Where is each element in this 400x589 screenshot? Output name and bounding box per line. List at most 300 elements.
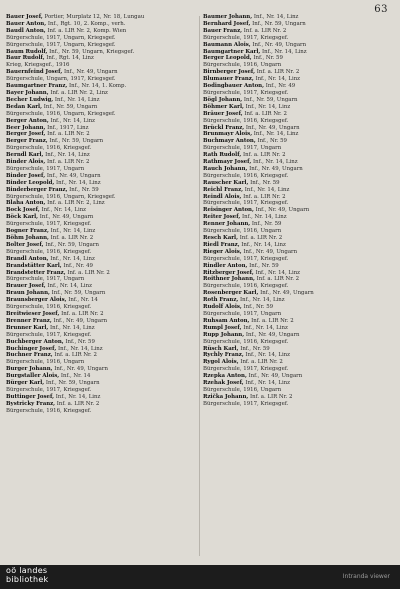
entry-text: Inf., Nr. 14, Linz <box>49 324 95 331</box>
directory-entry <box>203 387 395 394</box>
entry-name: Baum Rudolf, <box>6 48 48 55</box>
directory-entry <box>203 276 395 283</box>
entry-text: Inf., Nr. 59 <box>250 179 280 186</box>
directory-entry <box>6 104 198 111</box>
entry-name: Berger Leopold, <box>203 55 252 62</box>
entry-text: Inf., Nr. 14, Linz <box>253 131 299 138</box>
entry-text: Inf., Nr. 14, 1. Komp. <box>68 83 127 90</box>
entry-text: Bürgerschule, 1916, Ungarn <box>6 359 85 366</box>
entry-text: Inf., Nr. 14, Linz <box>252 159 298 166</box>
directory-entry <box>6 131 198 138</box>
directory-entry <box>6 366 198 373</box>
directory-entry <box>6 283 198 290</box>
directory-entry <box>203 228 395 235</box>
entry-name: Ritzberger Josef, <box>203 269 254 276</box>
entry-name: Baumgartner Karl, <box>203 48 261 55</box>
directory-entry <box>6 256 198 263</box>
directory-entry <box>203 235 395 242</box>
entry-name: Rauscher Karl, <box>203 179 249 186</box>
directory-entry <box>203 35 395 42</box>
directory-entry <box>203 145 395 152</box>
entry-text: Bürgerschule, 1917, Kriegsgef. <box>203 34 289 41</box>
entry-name: Bystricky Franz, <box>6 400 56 407</box>
entry-text: Inf., Nr. 14, Linz <box>45 152 90 159</box>
directory-entry <box>203 270 395 277</box>
entry-text: Inf., Nr. 59 <box>249 262 279 269</box>
directory-entry <box>203 200 395 207</box>
directory-entry <box>6 145 198 152</box>
entry-text: Inf., Nr. 14, Linz <box>56 179 101 186</box>
entry-name: Bögl Johann, <box>203 96 243 103</box>
entry-text: Inf., Nr. 49, Ungarn <box>54 366 108 373</box>
entry-text: Inf. a. LIR Nr. 2 <box>243 193 286 200</box>
entry-name: Burger Johann, <box>6 366 53 373</box>
left-column <box>6 14 198 415</box>
entry-name: Buchmayr Anton, <box>203 138 256 145</box>
directory-entry <box>203 207 395 214</box>
entry-text: Inf., Nr. 14, Linz <box>240 297 285 304</box>
entry-text: Bürgerschule, 1917, Kriegsgef. <box>203 200 289 207</box>
directory-entry <box>6 76 198 83</box>
entry-name: Bauer Anton, <box>6 20 47 27</box>
entry-text: Inf., Nr. 49, Ungarn <box>252 41 307 48</box>
entry-text: Inf., Nr. 14, Linz <box>47 283 92 290</box>
directory-entry <box>6 373 198 380</box>
directory-entry <box>203 125 395 132</box>
directory-entry <box>6 49 198 56</box>
directory-entry <box>6 387 198 394</box>
directory-entry <box>203 339 395 346</box>
directory-entry <box>6 290 198 297</box>
entry-text: Inf., Nr. 14, Linz <box>50 255 95 262</box>
entry-text: Bürgerschule, 1917, Ungarn <box>6 276 85 283</box>
directory-entry <box>203 69 395 76</box>
entry-text: Bürgerschule, 1916, Kriegsgef. <box>6 304 92 311</box>
directory-entry <box>6 90 198 97</box>
directory-entry <box>6 318 198 325</box>
entry-text: Inf., Nr. 14, Linz <box>57 345 103 352</box>
entry-text: Inf., Nr. 14, Linz <box>54 96 100 103</box>
entry-name: Baudl Anton, <box>6 27 46 34</box>
entry-text: Inf., Nr. 14 <box>68 297 98 304</box>
entry-text: Inf., 1917, Linz <box>47 124 89 131</box>
directory-entry <box>203 90 395 97</box>
entry-text: Bürgerschule, 1916, Kriegsgef. <box>203 117 289 124</box>
entry-name: Braunsberger Alois, <box>6 297 67 304</box>
entry-text: Inf., Nr. 14, Linz <box>242 214 287 221</box>
entry-name: Rzehak Josef, <box>203 380 244 387</box>
directory-entry <box>203 242 395 249</box>
directory-entry <box>203 62 395 69</box>
entry-text: Inf., Nr. 49, Ungarn <box>255 207 310 214</box>
viewer-label: Intranda viewer <box>342 573 390 580</box>
entry-name: Bogner Franz, <box>6 228 49 235</box>
entry-name: Rychly Franz, <box>203 352 244 359</box>
directory-entry <box>6 28 198 35</box>
directory-entry <box>6 159 198 166</box>
entry-text: Portier, Murplatz 12, Nr. 18, Lungau <box>44 14 145 20</box>
entry-name: Roithner Johann, <box>203 276 255 283</box>
entry-text: Inf., Nr. 14, Linz <box>262 48 307 55</box>
directory-entry <box>203 214 395 221</box>
directory-entry <box>203 325 395 332</box>
entry-name: Berger Anton, <box>6 117 49 124</box>
entry-name: Birnberger Josef, <box>203 69 256 76</box>
entry-text: Inf., Nr. 14, Linz <box>241 241 286 248</box>
entry-name: Brenner Franz, <box>6 317 52 324</box>
directory-entry <box>203 283 395 290</box>
directory-entry <box>203 97 395 104</box>
directory-entry <box>6 21 198 28</box>
entry-text: Inf. a. LIR Nr. 2 <box>240 359 283 366</box>
entry-name: Bauer Josef, <box>6 14 43 20</box>
entry-text: Bürgerschule, 1916, Kriegsgef. <box>6 248 92 255</box>
entry-text: Inf., Nr. 49 <box>265 83 296 90</box>
directory-entry <box>6 125 198 132</box>
entry-name: Buttinger Josef, <box>6 393 55 400</box>
entry-name: Burgstaller Alois, <box>6 373 60 380</box>
directory-entry <box>203 14 395 21</box>
entry-text: Inf., Nr. 49, Ungarn <box>46 172 101 179</box>
entry-text: Bürgerschule, 1917, Kriegsgef. <box>203 400 289 407</box>
directory-entry <box>6 173 198 180</box>
entry-text: Inf. a. LIR Nr. 2 <box>239 235 283 241</box>
entry-text: Bürgerschule, 1916, Ungarn <box>203 228 282 235</box>
directory-entry <box>203 290 395 297</box>
directory-entry <box>6 297 198 304</box>
entry-text: Inf., Nr. 59, Ungarn <box>45 380 100 387</box>
directory-entry <box>6 263 198 270</box>
directory-entry <box>6 339 198 346</box>
entry-name: Ruhsam Anton, <box>203 317 250 324</box>
entry-text: Inf., Nr. 14 <box>60 373 91 380</box>
entry-text: Inf. a. LIR Nr. 2 <box>244 110 287 117</box>
directory-entry <box>203 111 395 118</box>
entry-name: Böhm Johann, <box>6 235 49 241</box>
directory-entry <box>203 194 395 201</box>
directory-entry <box>203 55 395 62</box>
entry-text: Bürgerschule, 1917, Ungarn, Kriegsgef. <box>6 41 116 48</box>
directory-entry <box>203 263 395 270</box>
entry-text: Inf., Nr. 59, Ungarn <box>43 103 98 110</box>
entry-name: Rindler Anton, <box>203 262 248 269</box>
entry-name: Böck Karl, <box>6 214 38 221</box>
entry-name: Binder Josef, <box>6 172 46 179</box>
entry-text: Inf., Nr. 59 <box>253 55 283 62</box>
logo-line-2: bibliothek <box>6 574 49 584</box>
entry-text: Bürgerschule, 1917, Kriegsgef. <box>6 221 92 228</box>
column-divider <box>199 16 200 556</box>
directory-entry <box>6 152 198 159</box>
entry-text: Inf., Nr. 14, Linz <box>243 324 288 331</box>
directory-entry <box>6 276 198 283</box>
entry-name: Brandstätter Karl, <box>6 262 62 269</box>
entry-name: Berndl Karl, <box>6 152 44 159</box>
directory-entry <box>6 346 198 353</box>
entry-text: Inf. a. LIR Nr. 2 <box>47 131 90 138</box>
directory-entry <box>203 352 395 359</box>
entry-text: Bürgerschule, 1917, Kriegsgef. <box>6 331 92 338</box>
directory-entry <box>203 332 395 339</box>
entry-name: Binder Leopold, <box>6 179 55 186</box>
entry-name: Rzička Johann, <box>203 393 249 400</box>
entry-text: Inf., Nr. 14, Linz <box>245 380 290 387</box>
entry-name: Berger Franz, <box>6 138 48 145</box>
entry-name: Bauer Franz, <box>203 27 243 34</box>
entry-text: Inf. a. LIR Nr. 2 <box>46 159 90 166</box>
directory-entry <box>203 166 395 173</box>
entry-name: Baumgartner Franz, <box>6 83 68 90</box>
directory-entry <box>6 352 198 359</box>
directory-entry <box>203 318 395 325</box>
entry-name: Breitwieser Josef, <box>6 310 60 317</box>
entry-name: Roth Franz, <box>203 297 239 304</box>
entry-text: Inf., Nr. 49, Ungarn <box>63 69 118 76</box>
directory-entry <box>6 235 198 242</box>
entry-name: Resch Karl, <box>203 235 238 241</box>
directory-entry <box>203 83 395 90</box>
entry-name: Reisinger Anton, <box>203 207 254 214</box>
directory-entry <box>6 69 198 76</box>
entry-text: Inf., Nr. 59, Ungarn <box>243 96 298 103</box>
entry-name: Bauernfeind Josef, <box>6 69 63 76</box>
entry-name: Baumann Alois, <box>203 41 251 48</box>
entry-text: Bürgerschule, 1916, Kriegsgef. <box>6 407 92 414</box>
entry-text: Inf. a. LIR Nr. 2 <box>249 393 293 400</box>
directory-entry <box>203 297 395 304</box>
entry-name: Bolter Josef, <box>6 241 44 248</box>
entry-text: Bürgerschule, 1917, Kriegsgef. <box>203 89 289 96</box>
library-logo[interactable] <box>6 567 48 584</box>
directory-entry <box>6 221 198 228</box>
entry-name: Renner Johann, <box>203 221 251 228</box>
directory-entry <box>6 200 198 207</box>
entry-name: Bernhard Josef, <box>203 20 251 27</box>
directory-entry <box>6 187 198 194</box>
directory-entry <box>203 28 395 35</box>
directory-entry <box>203 131 395 138</box>
directory-entry <box>6 311 198 318</box>
entry-text: Bürgerschule, 1916, Kriegsgef. <box>203 172 289 179</box>
entry-name: Bürger Karl, <box>6 380 45 387</box>
entry-name: Reichl Franz, <box>203 186 244 193</box>
entry-name: Bedan Karl, <box>6 103 42 110</box>
entry-name: Bayer Johann, <box>6 89 49 96</box>
directory-entry <box>203 49 395 56</box>
entry-text: Inf. a. LIR Nr. 2 <box>50 235 94 241</box>
directory-entry <box>6 332 198 339</box>
entry-text: Inf., Nr. 49, Ungarn <box>243 248 298 255</box>
entry-name: Rüsch Karl, <box>203 345 239 352</box>
entry-text: Inf., Nr. 59, Ungarn, Kriegsgef. <box>49 48 135 55</box>
directory-entry <box>203 187 395 194</box>
entry-text: Inf., Nr. 59 <box>243 304 274 311</box>
entry-text: Inf., Nr. 14, Linz <box>50 117 96 124</box>
entry-name: Bräuer Josef, <box>203 110 243 117</box>
entry-text: Inf., Nr. 59 <box>69 186 99 193</box>
entry-text: Bürgerschule, 1916, Kriegsgef. <box>203 283 289 290</box>
entry-text: Inf., Nr. 59 <box>240 345 270 352</box>
entry-name: Rygol Alois, <box>203 359 239 366</box>
directory-entry <box>6 242 198 249</box>
entry-text: Bürgerschule, 1917, Kriegsgef. <box>6 386 92 393</box>
directory-entry <box>6 166 198 173</box>
entry-name: Rupp Johann, <box>203 331 245 338</box>
entry-name: Reindl Alois, <box>203 193 242 200</box>
entry-name: Brückl Franz, <box>203 124 245 131</box>
directory-entry <box>203 346 395 353</box>
entry-text: Bürgerschule, 1916, Ungarn, Kriegsgef. <box>6 110 116 117</box>
entry-text: Inf., Nr. 14, Linz <box>50 228 96 235</box>
entry-name: Binder Alois, <box>6 159 46 166</box>
entry-name: Brauer Josef, <box>6 283 46 290</box>
entry-text: Inf., Nr. 49, Ungarn <box>248 373 303 380</box>
entry-name: Bock Josef, <box>6 207 40 214</box>
entry-text: Inf., Nr. 14, Linz <box>244 186 290 193</box>
entry-text: Inf., Nr. 49, Ungarn <box>249 165 303 172</box>
directory-entry <box>203 249 395 256</box>
entry-text: Inf. a. LIR Nr. 2 <box>243 27 287 34</box>
entry-text: Inf., Nr. 14, Linz <box>253 14 299 20</box>
directory-entry <box>6 83 198 90</box>
directory-entry <box>6 359 198 366</box>
directory-entry <box>6 35 198 42</box>
entry-text: Inf., Nr. 49, Ungarn <box>53 317 108 324</box>
entry-text: Inf. a. LIR Nr. 2 <box>61 310 104 317</box>
directory-entry <box>6 180 198 187</box>
entry-text: Bürgerschule, 1916, Kriegsgef. <box>203 338 289 345</box>
directory-entry <box>6 42 198 49</box>
entry-text: Inf., Nr. 59 <box>65 338 95 345</box>
directory-entry <box>6 62 198 69</box>
directory-entry <box>203 359 395 366</box>
entry-name: Riedl Franz, <box>203 241 240 248</box>
entry-name: Rieger Alois, <box>203 248 242 255</box>
directory-entry <box>203 311 395 318</box>
entry-text: Bürgerschule, 1917, Ungarn <box>203 145 282 152</box>
directory-entry <box>6 111 198 118</box>
entry-text: Bürgerschule, 1916, Ungarn <box>203 62 282 69</box>
entry-name: Beer Johann, <box>6 124 46 131</box>
directory-entry <box>203 173 395 180</box>
directory-entry <box>203 159 395 166</box>
directory-entry <box>203 21 395 28</box>
entry-text: Bürgerschule, 1917, Ungarn <box>6 165 85 172</box>
directory-entry <box>203 138 395 145</box>
entry-text: Bürgerschule, 1917, Ungarn <box>203 310 282 317</box>
entry-text: Inf., Nr. 14, Linz <box>41 207 87 214</box>
directory-entry <box>203 394 395 401</box>
entry-name: Binderberger Franz, <box>6 186 68 193</box>
directory-entry <box>203 42 395 49</box>
directory-entry <box>203 256 395 263</box>
directory-entry <box>203 104 395 111</box>
entry-text: Inf., Nr. 14, Linz <box>255 269 301 276</box>
entry-name: Brunner Karl, <box>6 324 49 331</box>
entry-text: Inf., Nr. 14, Linz <box>55 393 101 400</box>
entry-text: Inf., Rgt. 14, Linz <box>46 55 94 62</box>
directory-entry <box>6 408 198 415</box>
directory-entry <box>6 270 198 277</box>
entry-name: Buchinger Josef, <box>6 345 57 352</box>
entry-text: Inf., Nr. 59 <box>251 221 282 228</box>
page-number: 63 <box>374 4 388 15</box>
directory-entry <box>6 228 198 235</box>
entry-name: Brandl Anton, <box>6 255 49 262</box>
entry-name: Rath Rudolf, <box>203 152 242 159</box>
entry-name: Baumer Johann, <box>203 14 253 20</box>
directory-entry <box>203 76 395 83</box>
entry-text: Inf., Nr. 14, Linz <box>245 352 290 359</box>
entry-text: Inf. a. LIR Nr. 2 <box>243 152 286 159</box>
directory-entry <box>6 194 198 201</box>
entry-text: Inf. a. LIR Nr. 2, Linz <box>50 89 108 96</box>
directory-entry <box>203 221 395 228</box>
right-column <box>203 14 395 408</box>
directory-entry <box>203 401 395 408</box>
directory-entry <box>203 180 395 187</box>
directory-entry <box>6 249 198 256</box>
entry-text: Bürgerschule, 1916, Ungarn, Kriegsgef. <box>6 193 116 200</box>
entry-text: Inf. a. LIR Nr. 2 <box>256 69 300 76</box>
entry-name: Bodingbauer Anton, <box>203 83 264 90</box>
directory-entry <box>203 304 395 311</box>
entry-text: Inf., Nr. 49 <box>63 262 93 269</box>
entry-text: Inf., Rgt. 10, 2. Komp., verh. <box>47 20 126 27</box>
entry-text: Inf., Nr. 14, Linz <box>245 103 291 110</box>
entry-text: Bürgerschule, 1916, Kriegsgef. <box>6 145 92 152</box>
entry-name: Blaha Anton, <box>6 200 46 207</box>
entry-name: Reiter Josef, <box>203 214 241 221</box>
entry-name: Buchberger Anton, <box>6 338 64 345</box>
entry-text: Inf., Nr. 59, Ungarn <box>252 20 306 27</box>
entry-text: Inf. a. LIR Nr. 2 <box>67 269 110 276</box>
entry-name: Rumpl Josef, <box>203 324 242 331</box>
directory-entry <box>6 138 198 145</box>
entry-name: Rzepka Anton, <box>203 373 247 380</box>
directory-entry <box>6 14 198 21</box>
entry-text: Bürgerschule, 1917, Kriegsgef. <box>203 255 289 262</box>
entry-text: Inf., Nr. 49, Ungarn <box>39 214 94 221</box>
entry-name: Becher Ludwig, <box>6 96 54 103</box>
entry-text: Inf., Nr. 49, Ungarn <box>245 124 300 131</box>
directory-entry <box>203 152 395 159</box>
directory-entry <box>6 325 198 332</box>
entry-text: Inf., Nr. 59, Ungarn <box>49 138 104 145</box>
entry-text: Bürgerschule, Ungarn, 1917, Kriegsgef. <box>6 76 116 83</box>
directory-entry <box>203 380 395 387</box>
entry-name: Blumauer Franz, <box>203 76 254 83</box>
entry-name: Buchner Franz, <box>6 352 53 359</box>
directory-entry <box>203 373 395 380</box>
entry-text: Inf. a. LIR Nr. 2 <box>256 276 300 283</box>
entry-name: Rosenberger Karl, <box>203 290 259 297</box>
entry-text: Inf., Nr. 59 <box>257 138 287 145</box>
entry-text: Inf., Nr. 59, Ungarn <box>51 290 106 297</box>
logo-line-1: oö landes <box>6 566 48 575</box>
entry-text: Inf. a. LIR Nr. 2 <box>251 317 294 324</box>
entry-text: Inf., Nr. 49, Ungarn <box>245 331 300 338</box>
entry-name: Rathmayr Josef, <box>203 159 252 166</box>
directory-entry <box>6 401 198 408</box>
directory-entry <box>6 214 198 221</box>
directory-entry <box>6 55 198 62</box>
directory-entry <box>6 394 198 401</box>
entry-text: Inf., Nr. 49, Ungarn <box>260 290 314 297</box>
viewer-footer <box>0 565 400 589</box>
entry-name: Baur Rudolf, <box>6 55 45 62</box>
directory-entry <box>203 118 395 125</box>
